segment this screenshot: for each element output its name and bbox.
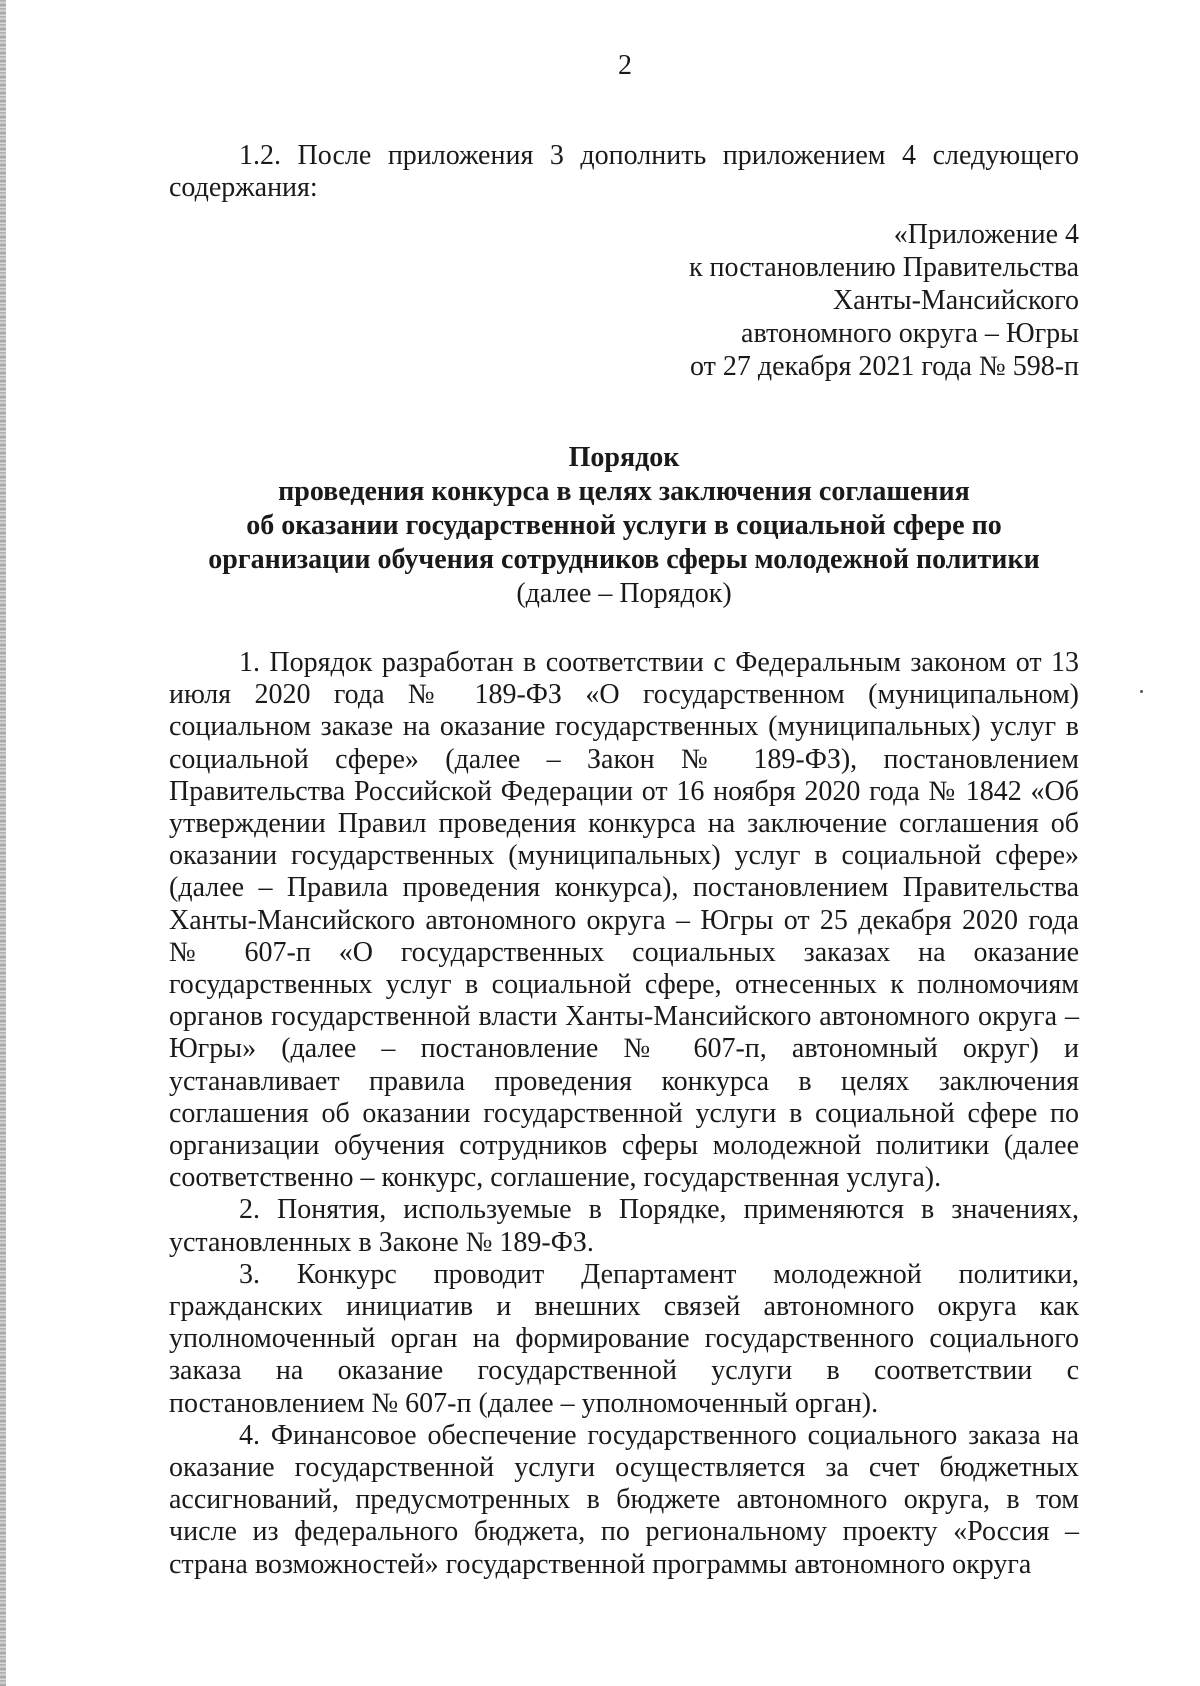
appendix-header <box>169 218 1079 383</box>
document-title <box>169 441 1079 611</box>
body-paragraph-3: 3. Конкурс проводит Департамент молодежной политики, гражданских инициатив и внешних связей автономного округа как уполномоченный орган на формирование государственного социального заказа на оказание государственной услуги в соответствии с постановлением № 607-п (далее – уполномоченный орган). <box>169 1258 1079 1419</box>
appendix-header-line: автономного округа – Югры <box>741 318 1079 349</box>
intro-paragraph: 1.2. После приложения 3 дополнить приложением 4 следующего содержания: <box>169 140 1079 203</box>
title-subtitle-line: проведения конкурса в целях заключения соглашения <box>278 476 970 507</box>
scan-speck <box>1140 690 1143 693</box>
page-number: 2 <box>618 50 632 81</box>
document-body <box>169 647 1079 1581</box>
title-note: (далее – Порядок) <box>516 578 732 609</box>
scan-edge-artifact <box>0 0 6 1686</box>
appendix-header-line: от 27 декабря 2021 года № 598-п <box>690 351 1079 382</box>
appendix-header-line: «Приложение 4 <box>893 219 1079 250</box>
title-subtitle-line: об оказании государственной услуги в социальной сфере по <box>246 510 1002 541</box>
appendix-header-line: к постановлению Правительства <box>688 252 1079 283</box>
body-paragraph-1: 1. Порядок разработан в соответствии с Федеральным законом от 13 июля 2020 года № 189-ФЗ «О государственном (муниципальном) социальном заказе на оказание государственных (муниципальных) услуг в социальной сфере» (далее – Закон № 189-ФЗ), постановлением Правительства Российской Федерации от 16 ноября 2020 года № 1842 «Об утверждении Правил проведения конкурса на заключение соглашения об оказании государственных (муниципальных) услуг в социальной сфере» (далее – Правила проведения конкурса), постановлением Правительства Ханты-Мансийского автономного округа – Югры от 25 декабря 2020 года № 607-п «О государственных социальных заказах на оказание государственных услуг в социальной сфере, отнесенных к полномочиям органов государственной власти Ханты-Мансийского автономного округа – Югры» (далее – постановление № 607-п, автономный округ) и устанавливает правила проведения конкурса в целях заключения соглашения об оказании государственной услуги в социальной сфере по организации обучения сотрудников сферы молодежной политики (далее соответственно – конкурс, соглашение, государственная услуга). <box>169 647 1079 1194</box>
body-paragraph-4: 4. Финансовое обеспечение государственного социального заказа на оказание государственной услуги осуществляется за счет бюджетных ассигнований, предусмотренных в бюджете автономного округа, в том числе из федерального бюджета, по региональному проекту «Россия – страна возможностей» государственной программы автономного округа <box>169 1419 1079 1580</box>
appendix-header-line: Ханты-Мансийского <box>832 285 1079 316</box>
title-main: Порядок <box>568 442 680 473</box>
document-content <box>169 140 1079 1581</box>
title-subtitle-line: организации обучения сотрудников сферы молодежной политики <box>208 544 1040 575</box>
body-paragraph-2: 2. Понятия, используемые в Порядке, применяются в значениях, установленных в Законе № 189-ФЗ. <box>169 1194 1079 1258</box>
